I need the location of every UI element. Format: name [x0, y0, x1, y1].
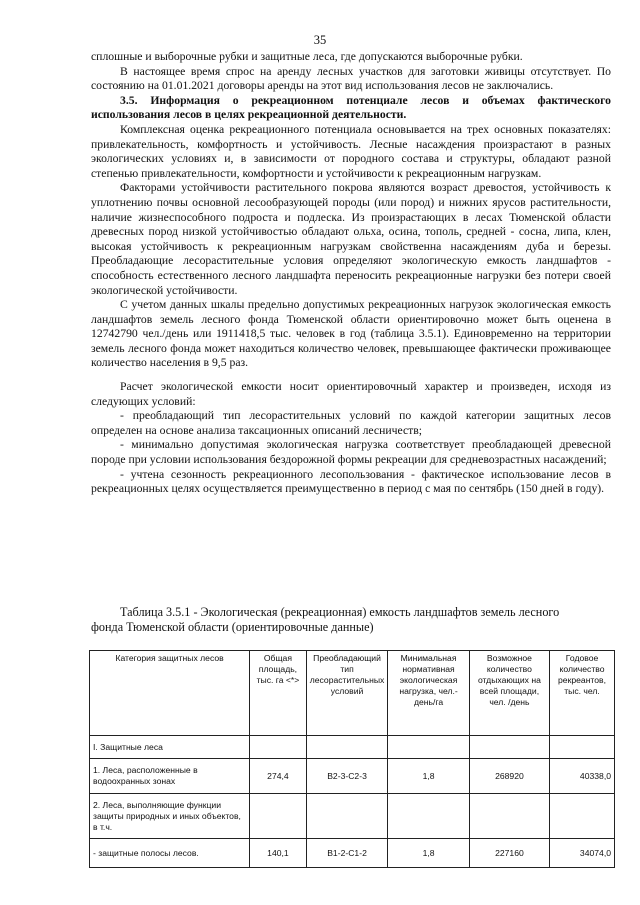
cell-category: - защитные полосы лесов.: [90, 839, 250, 868]
table-caption-line-2: фонда Тюменской области (ориентировочные данные): [91, 620, 374, 634]
table-row: [90, 759, 615, 794]
cell-annual-visitors: [550, 736, 615, 759]
cell-min-load: 1,8: [388, 759, 469, 794]
cell-area: [250, 794, 307, 839]
cell-annual-visitors: 40338,0: [550, 759, 615, 794]
cell-min-load: 1,8: [388, 839, 469, 868]
header-visitors-per-day: Возможное количество отдыхающих на всей площади, чел. /день: [469, 651, 549, 736]
cell-visitors-per-day: 227160: [469, 839, 549, 868]
cell-area: [250, 736, 307, 759]
header-area: Общая площадь, тыс. га <*>: [250, 651, 307, 736]
cell-min-load: [388, 736, 469, 759]
table-caption: [91, 605, 611, 635]
header-category: Категория защитных лесов: [90, 651, 250, 736]
body-text: [91, 50, 611, 497]
cell-annual-visitors: 34074,0: [550, 839, 615, 868]
header-forest-type: Преобладающий тип лесорастительных условий: [306, 651, 388, 736]
paragraph-continuation: сплошные и выборочные рубки и защитные леса, где допускаются выборочные рубки.: [91, 50, 523, 63]
cell-category: 2. Леса, выполняющие функции защиты природных и иных объектов, в т.ч.: [90, 794, 250, 839]
cell-visitors-per-day: [469, 794, 549, 839]
list-item-condition-3: - учтена сезонность рекреационного лесопользования - фактическое использование лесов в рекреационных целях осуществляется преимущественно в период с мая по сентябрь (150 дней в году).: [91, 467, 611, 496]
table-row: [90, 794, 615, 839]
cell-forest-type: [306, 736, 388, 759]
cell-min-load: [388, 794, 469, 839]
header-annual-visitors: Годовое количество рекреантов, тыс. чел.: [550, 651, 615, 736]
cell-area: 274,4: [250, 759, 307, 794]
list-item-condition-2: - минимально допустимая экологическая нагрузка соответствует преобладающей древесной породе при условии использования бездорожной формы рекреации для средневозрастных насаждений;: [91, 438, 611, 467]
cell-forest-type: [306, 794, 388, 839]
paragraph-assessment: Комплексная оценка рекреационного потенциала основывается на трех основных показателях: привлекательность, комфортность и устойчивость. Лесные насаждения произрастают в разных экологических условиях и, в зависимости от породного состава и структуры, обладают разной степенью привлекательности, комфортности и устойчивости к рекреационным нагрузкам.: [91, 122, 611, 180]
paragraph-resin-lease: В настоящее время спрос на аренду лесных участков для заготовки живицы отсутствует. По состоянию на 01.01.2021 договоры аренды на этот вид использования лесов не заключались.: [91, 64, 611, 93]
table-header-row: [90, 651, 615, 736]
table-caption-line-1: Таблица 3.5.1 - Экологическая (рекреационная) емкость ландшафтов земель лесного: [120, 605, 560, 619]
table-row: [90, 839, 615, 868]
header-min-load: Минимальная нормативная экологическая нагрузка, чел.-день/га: [388, 651, 469, 736]
cell-category: 1. Леса, расположенные в водоохранных зонах: [90, 759, 250, 794]
cell-area: 140,1: [250, 839, 307, 868]
table-row: [90, 736, 615, 759]
list-item-condition-1: - преобладающий тип лесорастительных условий по каждой категории защитных лесов определен на основе анализа таксационных описаний лесничеств;: [91, 409, 611, 437]
paragraph-calculation: Расчет экологической емкости носит ориентировочный характер и произведен, исходя из следующих условий:: [91, 380, 611, 408]
paragraph-capacity: С учетом данных шкалы предельно допустимых рекреационных нагрузок экологическая емкость ландшафтов земель лесного фонда Тюменской области ориентировочно может быть оценена в 12742790 чел./день или 1911418,5 тыс. человек в год (таблица 3.5.1). Единовременно на территории земель лесного фонда может находиться количество человек, превышающее фактически проживающее количество населения в 9,5 раз.: [91, 298, 611, 370]
cell-annual-visitors: [550, 794, 615, 839]
cell-visitors-per-day: [469, 736, 549, 759]
paragraph-stability-factors: Факторами устойчивости растительного покрова являются возраст древостоя, устойчивость к уплотнению почвы основной лесообразующей породы (или пород) и нижних ярусов растительности, наличие жизнеспособного подроста и подлеска. Из произрастающих в лесах Тюменской области древесных пород низкой устойчивостью обладают ольха, осина, тополь, средней - сосна, липа, клен, высокая устойчивость к рекреационным нагрузкам свойственна насаждениям дуба и березы. Преобладающие лесорастительные условия определяют экологическую емкость ландшафтов - способность естественного лесного ландшафта переносить рекреационные нагрузки без потери своей экологической устойчивости.: [91, 181, 611, 297]
capacity-table: [89, 650, 615, 868]
section-heading: 3.5. Информация о рекреационном потенциале лесов и объемах фактического использования лесов в целях рекреационной деятельности.: [91, 93, 611, 122]
cell-forest-type: В1-2-С1-2: [306, 839, 388, 868]
cell-visitors-per-day: 268920: [469, 759, 549, 794]
page-number: 35: [313, 33, 327, 47]
cell-category: I. Защитные леса: [90, 736, 250, 759]
cell-forest-type: В2-3-С2-3: [306, 759, 388, 794]
